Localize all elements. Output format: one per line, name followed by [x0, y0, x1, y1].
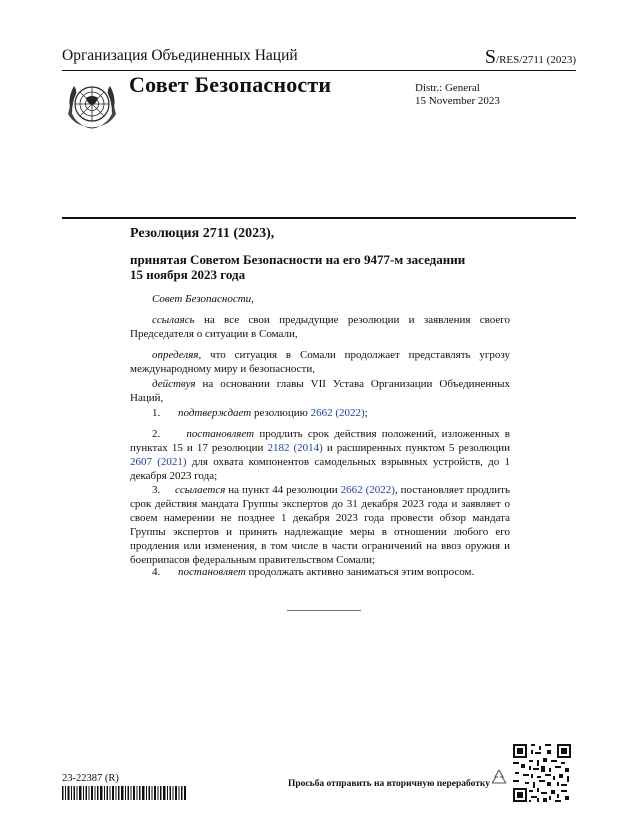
operative-2: [130, 427, 510, 483]
operative-2-verb: постановляет: [186, 428, 255, 440]
document-number: 23-22387 (R): [62, 773, 119, 784]
symbol-rest: /RES/2711 (2023): [496, 54, 576, 66]
recycle-note: Просьба отправить на вторичную переработку: [288, 779, 490, 789]
subject-text: Совет Безопасности,: [152, 293, 254, 305]
operative-1-text: резолюцию: [251, 407, 311, 419]
operative-4-text: продолжать активно заниматься этим вопросом.: [245, 566, 475, 578]
operative-4-number: 4.: [152, 566, 161, 578]
operative-4-verb: постановляет: [178, 566, 246, 578]
symbol-prefix: S: [484, 46, 497, 68]
resolution-adopted: [130, 252, 510, 282]
preamble-2: [130, 348, 510, 376]
resolution-link-2662-b[interactable]: 2662 (2022): [340, 484, 395, 496]
operative-3: [130, 483, 510, 567]
qr-code-icon: [513, 744, 571, 802]
operative-1-end: ;: [364, 407, 368, 419]
organization-name: Организация Объединенных Наций: [62, 47, 298, 64]
operative-3-text-b: , постановляет продлить срок действия мандата Группы экспертов до 31 декабря 2023 года и заявляет о своем намерении не позднее 1 декабря 2023 года провести обзор мандата Группы экспертов и принять надлежащие меры в отношении любого его продления или изменения, в том числе в части ограничений на ввоз оружия и боеприпасов федеральным правительством Сомали;: [130, 484, 510, 566]
resolution-link-2607[interactable]: 2607 (2021): [130, 456, 187, 468]
resolution-title: Резолюция 2711 (2023),: [130, 226, 275, 241]
operative-2-number: 2.: [152, 428, 161, 440]
un-emblem-icon: [62, 76, 122, 136]
distribution-block: [415, 82, 500, 108]
preamble-2-verb: определяя: [152, 349, 199, 361]
header-rule: [62, 70, 576, 71]
operative-1: [130, 406, 510, 420]
end-rule: [287, 610, 361, 611]
distribution-label: Distr.: General: [415, 82, 480, 94]
operative-3-text-a: на пункт 44 резолюции: [225, 484, 341, 496]
resolution-link-2662[interactable]: 2662 (2022): [310, 407, 365, 419]
barcode-icon: [62, 786, 186, 800]
recycle-icon: [489, 768, 509, 788]
title-rule: [62, 217, 576, 219]
preamble-3: [130, 377, 510, 405]
council-name: Совет Безопасности: [129, 72, 332, 97]
adopted-line-2: 15 ноября 2023 года: [130, 267, 246, 282]
preamble-2-text: , что ситуация в Сомали продолжает представлять угрозу международному миру и безопасности,: [130, 349, 510, 375]
document-symbol: [485, 46, 576, 69]
council-subject: [130, 292, 510, 306]
preamble-1-text: на все свои предыдущие резолюции и заявления своего Председателя о ситуации в Сомали,: [130, 314, 510, 340]
issue-date: 15 November 2023: [415, 95, 500, 107]
adopted-line-1: принятая Советом Безопасности на его 9477-м заседании: [130, 252, 466, 267]
preamble-1: [130, 313, 510, 341]
preamble-3-text: на основании главы VII Устава Организации Объединенных Наций,: [130, 378, 510, 404]
operative-2-text-b: и расширенных пунктом 5 резолюции: [322, 442, 511, 454]
operative-3-verb: ссылается: [175, 484, 226, 496]
resolution-link-2182[interactable]: 2182 (2014): [267, 442, 323, 454]
preamble-3-verb: действуя: [152, 378, 196, 390]
operative-4: [130, 565, 510, 579]
operative-2-text-c: для охвата компонентов самодельных взрывных устройств, до 1 декабря 2023 года;: [130, 456, 510, 482]
operative-2-text-a: продлить срок действия положений, изложенных в пунктах 15 и 17 резолюции: [130, 428, 511, 454]
operative-1-number: 1.: [152, 407, 161, 419]
operative-1-verb: подтверждает: [178, 407, 252, 419]
operative-3-number: 3.: [152, 484, 161, 496]
preamble-1-verb: ссылаясь: [152, 314, 195, 326]
